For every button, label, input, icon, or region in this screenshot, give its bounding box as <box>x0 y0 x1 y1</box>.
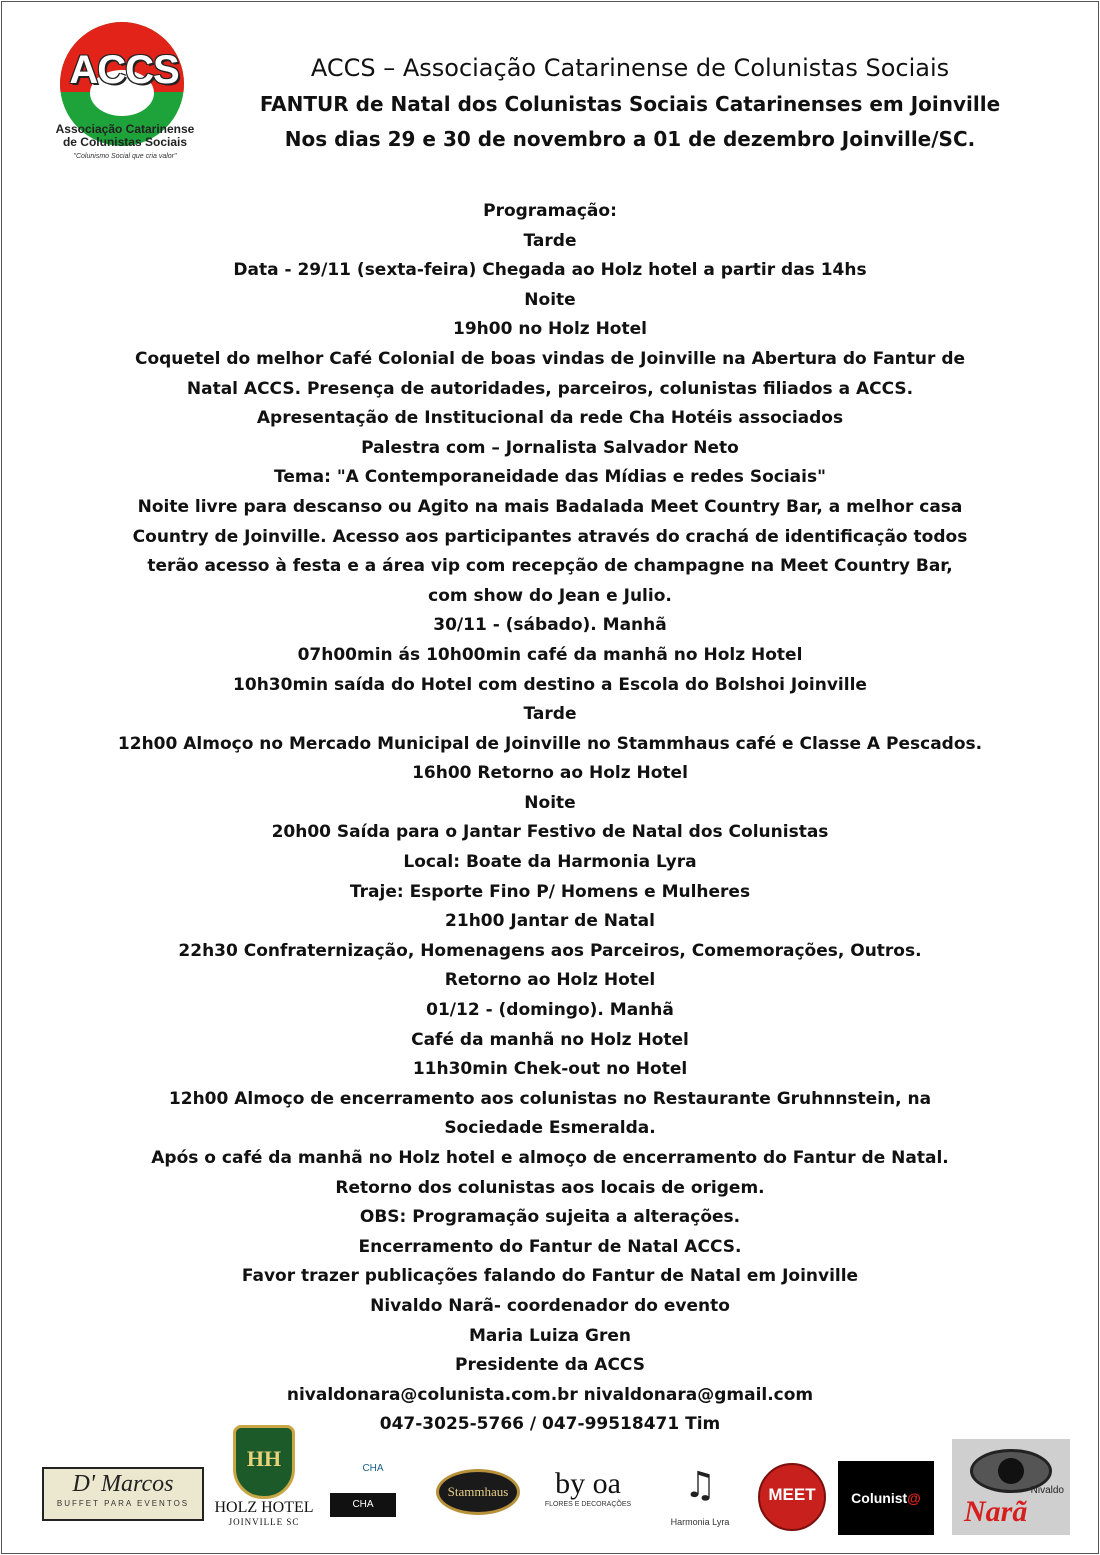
program-line: Encerramento do Fantur de Natal ACCS. <box>358 1236 742 1257</box>
program-line: Palestra com – Jornalista Salvador Neto <box>361 437 739 458</box>
colunista-logo: Colunist@ <box>838 1461 934 1535</box>
program-line: Data - 29/11 (sexta-feira) Chegada ao Holz hotel a partir das 14hs <box>233 260 867 281</box>
program-line: Local: Boate da Harmonia Lyra <box>403 852 697 873</box>
program-line: Traje: Esporte Fino P/ Homens e Mulheres <box>349 881 751 902</box>
program-line: Nivaldo Narã- coordenador do evento <box>370 1295 730 1316</box>
program-line: Tema: "A Contemporaneidade das Mídias e redes Sociais" <box>274 467 826 488</box>
program-line: Country de Joinville. Acesso aos participantes através do crachá de identificação todos <box>132 526 968 547</box>
program-line: Tarde <box>523 230 577 251</box>
program-line: Noite <box>524 792 576 813</box>
program-line: Tarde <box>523 704 577 725</box>
program-line: com show do Jean e Julio. <box>428 585 672 606</box>
program-line: Favor trazer publicações falando do Fantur de Natal em Joinville <box>241 1266 859 1287</box>
harmonia-lyra-logo: ♫ Harmonia Lyra <box>660 1455 740 1539</box>
holz-hotel-logo: HH HOLZ HOTEL JOINVILLE SC <box>214 1425 314 1543</box>
page-subtitle: FANTUR de Natal dos Colunistas Sociais Catarinenses em Joinville <box>259 92 1001 116</box>
program-line: nivaldonara@colunista.com.br nivaldonara@gmail.com <box>286 1384 814 1405</box>
program-line: 30/11 - (sábado). Manhã <box>433 615 667 636</box>
program-line: 16h00 Retorno ao Holz Hotel <box>412 763 688 784</box>
accs-logo <box>54 20 196 170</box>
program-line: 01/12 - (domingo). Manhã <box>426 1000 674 1021</box>
cha-hoteis-logo: CHA CHA <box>330 1457 408 1533</box>
program-line: Noite <box>524 289 576 310</box>
holz-crest-icon: HH <box>233 1425 295 1499</box>
stammhaus-logo: Stammhaus <box>436 1469 520 1515</box>
program-line: 21h00 Jantar de Natal <box>445 911 655 932</box>
program-line: Presidente da ACCS <box>455 1355 645 1376</box>
page-title: ACCS – Associação Catarinense de Colunistas Sociais <box>310 54 950 82</box>
byoa-logo: by oa FLORES E DECORAÇÕES <box>544 1467 632 1508</box>
meet-logo: MEET <box>758 1463 826 1531</box>
program-line: Apresentação de Institucional da rede Cha Hotéis associados <box>256 408 844 429</box>
program-line: OBS: Programação sujeita a alterações. <box>359 1207 741 1228</box>
accs-logo-acronym: ACCS <box>69 48 179 92</box>
program-line: Maria Luiza Gren <box>468 1325 631 1346</box>
accs-logo-name: Associação Catarinense de Colunistas Sociais <box>55 122 195 149</box>
program-line: 12h00 Almoço no Mercado Municipal de Joinville no Stammhaus café e Classe A Pescados. <box>117 733 983 754</box>
program-line: 22h30 Confraternização, Homenagens aos Parceiros, Comemorações, Outros. <box>178 940 922 961</box>
program-line: terão acesso à festa e a área vip com recepção de champagne na Meet Country Bar, <box>147 556 953 577</box>
program-line: 047-3025-5766 / 047-99518471 Tim <box>379 1414 721 1435</box>
program-line: Retorno ao Holz Hotel <box>444 970 656 991</box>
program-line: Retorno dos colunistas aos locais de origem. <box>335 1177 765 1198</box>
event-dates: Nos dias 29 e 30 de novembro a 01 de dezembro Joinville/SC. <box>284 127 976 151</box>
program-line: Programação: <box>483 201 617 221</box>
program-line: Natal ACCS. Presença de autoridades, parceiros, colunistas filiados a ACCS. <box>186 378 914 399</box>
sponsor-logos <box>0 1425 1100 1545</box>
program-line: Coquetel do melhor Café Colonial de boas vindas de Joinville na Abertura do Fantur de <box>134 348 966 369</box>
program-line: 07h00min ás 10h00min café da manhã no Holz Hotel <box>297 644 803 665</box>
program-line: 20h00 Saída para o Jantar Festivo de Natal dos Colunistas <box>271 822 829 843</box>
program-line: Sociedade Esmeralda. <box>444 1118 656 1139</box>
dmarcos-logo: D' Marcos BUFFET PARA EVENTOS <box>42 1467 204 1521</box>
nivaldo-nara-logo: Nivaldo Narã <box>952 1439 1070 1535</box>
program-line: Após o café da manhã no Holz hotel e almoço de encerramento do Fantur de Natal. <box>151 1148 949 1168</box>
program-line: 12h00 Almoço de encerramento aos colunistas no Restaurante Gruhnnstein, na <box>168 1088 932 1109</box>
program-line: Noite livre para descanso ou Agito na mais Badalada Meet Country Bar, a melhor casa <box>137 496 963 517</box>
program-line: 10h30min saída do Hotel com destino a Escola do Bolshoi Joinville <box>233 674 867 695</box>
program-line: 19h00 no Holz Hotel <box>453 319 647 340</box>
program-list <box>20 197 1080 1440</box>
program-line: 11h30min Chek-out no Hotel <box>412 1059 688 1080</box>
accs-logo-slogan: "Colunismo Social que cria valor" <box>73 153 177 160</box>
lyre-icon: ♫ <box>683 1465 717 1506</box>
program-line: Café da manhã no Holz Hotel <box>411 1029 689 1050</box>
